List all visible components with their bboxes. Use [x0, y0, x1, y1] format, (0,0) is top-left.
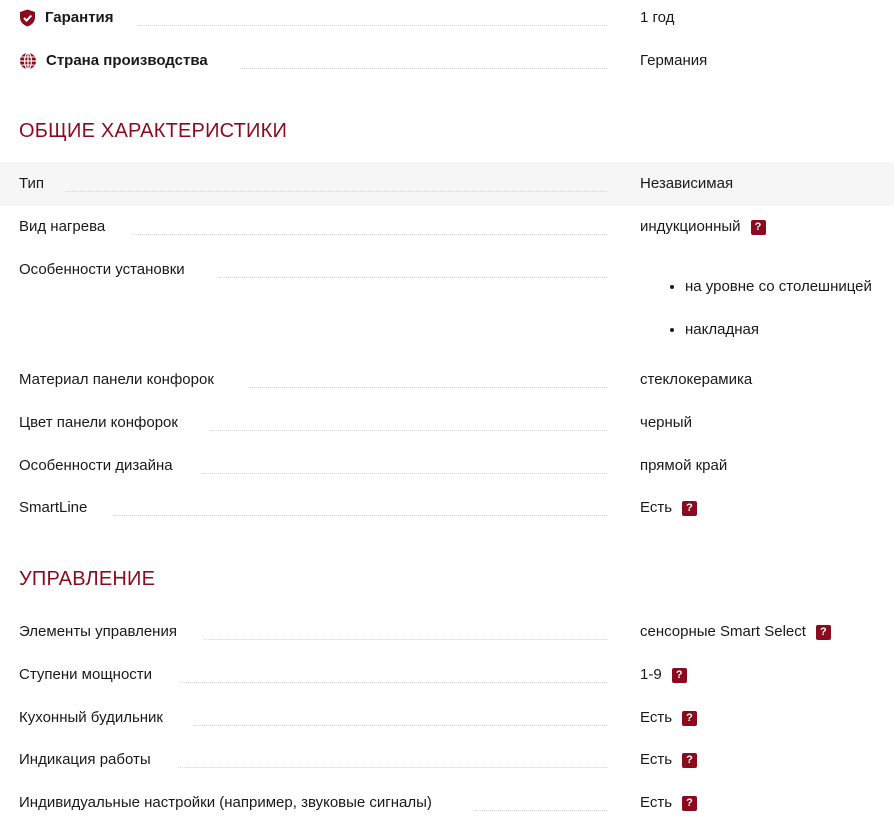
spec-row-kitchen-timer [0, 709, 894, 731]
spec-row-custom-settings [0, 794, 894, 816]
help-icon[interactable]: ? [682, 711, 697, 726]
spec-label: Ступени мощности [19, 666, 153, 683]
help-icon[interactable]: ? [682, 501, 697, 516]
dotted-leader [193, 725, 607, 726]
spec-label: Индикация работы [19, 751, 151, 768]
spec-row-warranty [0, 9, 894, 31]
spec-row-color [0, 414, 894, 436]
spec-row-indication [0, 751, 894, 773]
spec-label: SmartLine [19, 499, 88, 516]
spec-label: Тип [19, 175, 45, 192]
help-icon[interactable]: ? [682, 796, 697, 811]
list-item: • накладная [685, 321, 872, 339]
spec-label: Индивидуальные настройки (например, звуковые сигналы) [19, 794, 432, 811]
spec-label: Особенности установки [19, 261, 185, 278]
dotted-leader [201, 473, 607, 474]
spec-value: сенсорные Smart Select [640, 623, 806, 640]
spec-value: Есть [640, 751, 673, 768]
help-icon[interactable]: ? [816, 625, 831, 640]
spec-row-heating [0, 218, 894, 240]
dotted-leader [132, 234, 607, 235]
spec-label: Страна производства [46, 52, 208, 69]
spec-row-design [0, 457, 894, 479]
dotted-leader [210, 430, 607, 431]
help-icon[interactable]: ? [682, 753, 697, 768]
spec-row-mounting [0, 261, 894, 341]
spec-value: Есть [640, 499, 673, 516]
dotted-leader [180, 682, 607, 683]
spec-row-control-elements [0, 623, 894, 645]
spec-row-power-levels [0, 666, 894, 688]
spec-row-type [0, 162, 894, 206]
spec-value: стеклокерамика [640, 371, 753, 388]
list-item: • на уровне со столешницей [685, 278, 872, 296]
dotted-leader [219, 277, 607, 278]
section-title-control: УПРАВЛЕНИЕ [19, 568, 156, 590]
spec-label: Элементы управления [19, 623, 177, 640]
spec-value: индукционный [640, 218, 741, 235]
spec-value: 1 год [640, 9, 675, 26]
spec-row-country [0, 52, 894, 74]
spec-label: Вид нагрева [19, 218, 106, 235]
spec-row-material [0, 371, 894, 393]
dotted-leader [137, 25, 607, 26]
shield-check-icon [19, 9, 36, 27]
globe-icon [19, 52, 37, 70]
spec-label: Кухонный будильник [19, 709, 163, 726]
dotted-leader [240, 68, 607, 69]
spec-value: Есть [640, 709, 673, 726]
spec-label: Цвет панели конфорок [19, 414, 178, 431]
spec-value: Германия [640, 52, 708, 69]
dotted-leader [475, 810, 607, 811]
spec-value: Независимая [640, 175, 734, 192]
dotted-leader [178, 767, 607, 768]
spec-label: Гарантия [45, 9, 114, 26]
dotted-leader [204, 639, 607, 640]
spec-row-smartline [0, 499, 894, 521]
mounting-values-list [640, 278, 872, 364]
spec-value: Есть [640, 794, 673, 811]
help-icon[interactable]: ? [672, 668, 687, 683]
spec-label: Материал панели конфорок [19, 371, 214, 388]
dotted-leader [66, 191, 607, 192]
spec-value: прямой край [640, 457, 728, 474]
section-title-general: ОБЩИЕ ХАРАКТЕРИСТИКИ [19, 120, 288, 142]
dotted-leader [248, 387, 607, 388]
spec-value: 1-9 [640, 666, 662, 683]
spec-value: черный [640, 414, 692, 431]
help-icon[interactable]: ? [751, 220, 766, 235]
dotted-leader [113, 515, 607, 516]
spec-label: Особенности дизайна [19, 457, 173, 474]
